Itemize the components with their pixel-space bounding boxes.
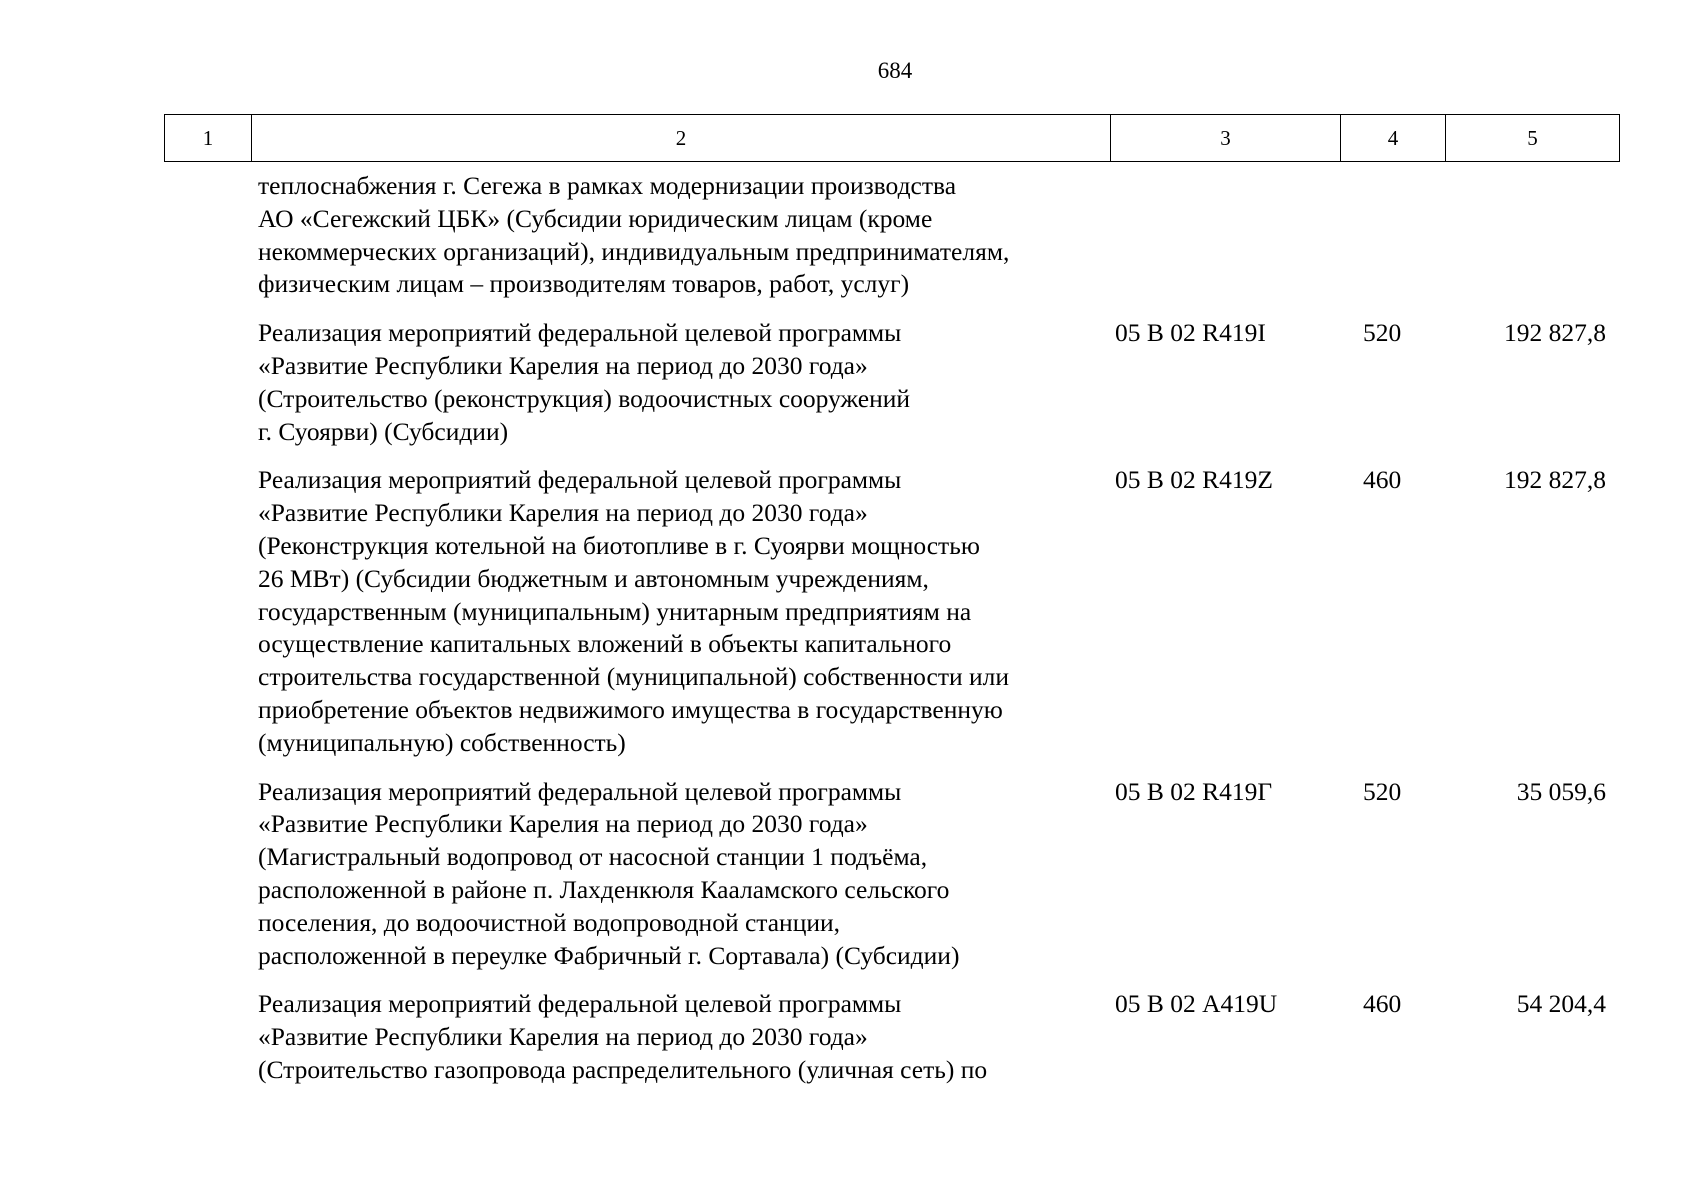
table-header: [164, 114, 1620, 162]
row-description: теплоснабжения г. Сегежа в рамках модернизации производства АО «Сегежский ЦБК» (Субсидии юридическим лицам (кроме некоммерческих организаций), индивидуальным предпринимателям, физическим лицам – производителям товаров, работ, услуг): [258, 171, 1010, 299]
row-expense-type: 520: [1363, 318, 1402, 348]
table-header-row: [165, 115, 1620, 162]
row-amount: 35 059,6: [1516, 776, 1606, 806]
table-row: [258, 988, 1614, 1086]
header-col-1: 1: [165, 115, 252, 162]
row-description: Реализация мероприятий федеральной целевой программы «Развитие Республики Карелия на период до 2030 года» (Строительство (реконструкция) водоочистных сооружений г. Суоярви) (Субсидии): [258, 318, 911, 446]
header-col-3: 3: [1111, 115, 1341, 162]
row-code: 05 В 02 R419I: [1115, 318, 1266, 348]
header-col-4: 4: [1341, 115, 1446, 162]
table-row: [258, 317, 1614, 448]
row-expense-type: 460: [1363, 989, 1402, 1019]
header-col-5: 5: [1446, 115, 1620, 162]
page-number: 684: [877, 58, 913, 83]
row-code: 05 В 02 R419Z: [1115, 465, 1273, 495]
row-description: Реализация мероприятий федеральной целевой программы «Развитие Республики Карелия на период до 2030 года» (Строительство газопровода распределительного (уличная сеть) по: [258, 989, 988, 1084]
table-row: [258, 776, 1614, 973]
row-description: Реализация мероприятий федеральной целевой программы «Развитие Республики Карелия на период до 2030 года» (Реконструкция котельной на биотопливе в г. Суоярви мощностью 26 МВт) (Субсидии бюджетным и автономным учреждениям, государственным (муниципальным) унитарным предприятиям на осуществление капитальных вложений в объекты капитального строительства государственной (муниципальной) собственности или приобретение объектов недвижимого имущества в государственную (муниципальную) собственность): [258, 465, 1010, 757]
header-col-2: 2: [252, 115, 1111, 162]
row-amount: 54 204,4: [1516, 989, 1606, 1019]
table-row: [258, 464, 1614, 759]
table-row: [258, 170, 1614, 301]
row-description: Реализация мероприятий федеральной целевой программы «Развитие Республики Карелия на период до 2030 года» (Магистральный водопровод от насосной станции 1 подъёма, расположенной в районе п. Лахденкюля Кааламского сельского поселения, до водоочистной водопроводной станции, расположенной в переулке Фабричный г. Сортавала) (Субсидии): [258, 776, 960, 970]
row-expense-type: 520: [1363, 776, 1402, 806]
row-amount: 192 827,8: [1504, 318, 1606, 348]
row-amount: 192 827,8: [1504, 465, 1606, 495]
row-expense-type: 460: [1363, 465, 1402, 495]
row-code: 05 В 02 A419U: [1115, 989, 1278, 1019]
table-body: [258, 170, 1614, 1103]
row-code: 05 В 02 R419Г: [1115, 776, 1273, 806]
